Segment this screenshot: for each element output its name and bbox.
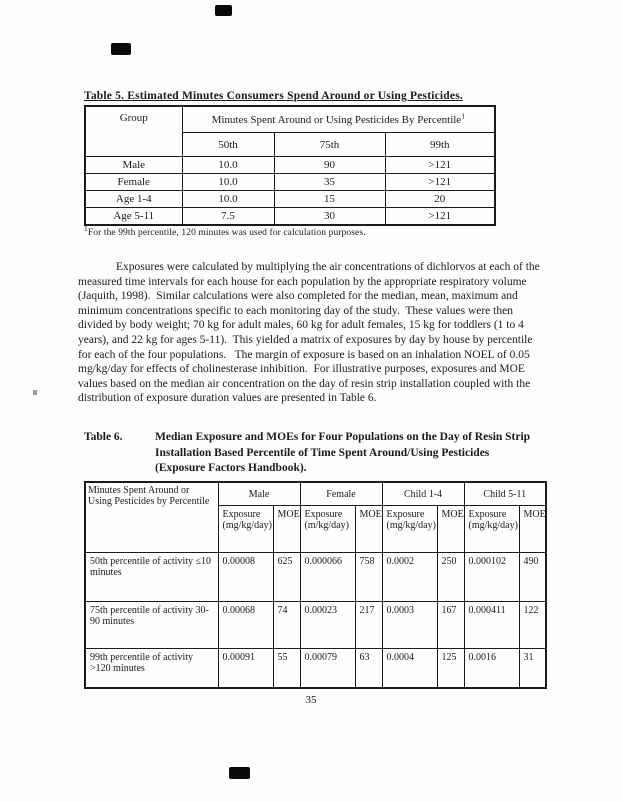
table-cell: >121: [385, 157, 495, 174]
table-cell: 30: [274, 208, 385, 226]
footnote-marker: 1: [84, 223, 88, 233]
scan-artifact-upper-left: [111, 43, 131, 55]
table6-group-male: Male: [218, 482, 300, 506]
table-cell: 20: [385, 191, 495, 208]
table-cell: 15: [274, 191, 385, 208]
table-cell: 35: [274, 174, 385, 191]
table6-exposure-header: [218, 506, 273, 553]
table6-caption-text: [155, 430, 565, 477]
table-cell: 122: [519, 602, 546, 649]
table-cell: 90: [274, 157, 385, 174]
table5-footnote: [84, 223, 366, 238]
table6-group-child5-11: Child 5-11: [464, 482, 546, 506]
table5-title: Table 5. Estimated Minutes Consumers Spend Around or Using Pesticides.: [84, 90, 463, 102]
exposure-unit: (mg/kg/day): [222, 520, 272, 531]
table-cell: 0.000066: [300, 553, 355, 602]
table-cell: 0.0004: [382, 649, 437, 689]
table5-span-header-footnote-marker: 1: [461, 110, 465, 120]
table-cell: 74: [273, 602, 300, 649]
table-cell: 490: [519, 553, 546, 602]
table-cell: 10.0: [182, 174, 274, 191]
exposure-word: Exposure: [468, 509, 507, 520]
table5-col-99th: 99th: [385, 133, 495, 157]
table-row: [85, 649, 546, 689]
table-row: [85, 208, 495, 226]
table-cell: 0.00023: [300, 602, 355, 649]
table-cell: >121: [385, 208, 495, 226]
exposure-word: Exposure: [304, 509, 343, 520]
table6-exposure-header: [300, 506, 355, 553]
table6-caption: [84, 430, 565, 477]
exposure-unit: (mg/kg/day): [468, 520, 518, 531]
table-row-label: 50th percentile of activity ≤10 minutes: [85, 553, 218, 602]
scan-artifact-top: [215, 5, 232, 16]
table6-moe-header: MOE: [437, 506, 464, 553]
table-row-label: 75th percentile of activity 30-90 minutes: [85, 602, 218, 649]
table-cell: 0.0003: [382, 602, 437, 649]
table-cell: >121: [385, 174, 495, 191]
footnote-text: For the 99th percentile, 120 minutes was used for calculation purposes.: [87, 228, 366, 238]
table-6: [84, 481, 547, 689]
scan-speck: [33, 390, 37, 395]
table-row: [85, 191, 495, 208]
table6-row-header: Minutes Spent Around or Using Pesticides by Percentile: [85, 482, 218, 553]
table-cell: 63: [355, 649, 382, 689]
table-cell: 0.000102: [464, 553, 519, 602]
table-cell: 217: [355, 602, 382, 649]
table5-col-50th: 50th: [182, 133, 274, 157]
table-cell: 0.00079: [300, 649, 355, 689]
exposure-unit: (mg/kg/day): [386, 520, 436, 531]
table-cell: Female: [85, 174, 182, 191]
table6-caption-line: (Exposure Factors Handbook).: [155, 462, 307, 475]
table-row: [85, 553, 546, 602]
table-cell: 0.00091: [218, 649, 273, 689]
table-5: [84, 105, 496, 226]
table-cell: 0.00068: [218, 602, 273, 649]
table-row: [85, 602, 546, 649]
exposure-word: Exposure: [386, 509, 425, 520]
scan-artifact-bottom: [229, 767, 250, 779]
table-row-label: 99th percentile of activity >120 minutes: [85, 649, 218, 689]
table-cell: 0.0002: [382, 553, 437, 602]
table5-group-header: Group: [85, 106, 182, 157]
table-cell: 31: [519, 649, 546, 689]
table-cell: 55: [273, 649, 300, 689]
table5-span-header-text: Minutes Spent Around or Using Pesticides By Percentile: [211, 113, 462, 126]
exposure-unit: (m/kg/day): [304, 520, 349, 531]
table5-col-75th: 75th: [274, 133, 385, 157]
table-cell: 0.0016: [464, 649, 519, 689]
table-cell: Age 1-4: [85, 191, 182, 208]
exposure-word: Exposure: [222, 509, 261, 520]
table-cell: 625: [273, 553, 300, 602]
table-cell: 125: [437, 649, 464, 689]
table6-moe-header: MOE: [519, 506, 546, 553]
table6-group-header-row: [85, 482, 546, 506]
body-paragraph: Exposures were calculated by multiplying the air concentrations of dichlorvos at each of the measured time intervals for each house for each population by the appropriate respiratory volume (Jaquith, 1998). Similar calculations were also completed for the median, mean, maximum and minimum concentrations specific to each monitoring day of the study. These values were then divided by body weight; 70 kg for adult males, 60 kg for adult females, 15 kg for toddlers (1 to 4 years), and 22 kg for ages 5-11). This yielded a matrix of exposures by day by house by percentile for each of the four populations. The margin of exposure is based on an inhalation NOEL of 0.05 mg/kg/day for effects of cholinesterase inhibition. For illustrative purposes, exposures and MOE values based on the median air concentration on the day of resin strip installation coupled with the distribution of exposure duration values are presented in Table 6.: [78, 261, 543, 405]
table-cell: 10.0: [182, 157, 274, 174]
table-cell: 10.0: [182, 191, 274, 208]
table6-exposure-header: [464, 506, 519, 553]
table6-caption-line: Median Exposure and MOEs for Four Populations on the Day of Resin Strip: [155, 431, 531, 443]
table5-header-row-1: [85, 106, 495, 133]
table6-moe-header: MOE: [273, 506, 300, 553]
table6-exposure-header: [382, 506, 437, 553]
table6-group-child1-4: Child 1-4: [382, 482, 464, 506]
table-cell: Age 5-11: [85, 208, 182, 226]
table-cell: 167: [437, 602, 464, 649]
table-row: [85, 157, 495, 174]
table-cell: Male: [85, 157, 182, 174]
table6-caption-line: Installation Based Percentile of Time Spent Around/Using Pesticides: [155, 446, 490, 459]
table-cell: 7.5: [182, 208, 274, 226]
table-cell: 758: [355, 553, 382, 602]
table-cell: 250: [437, 553, 464, 602]
table6-moe-header: MOE: [355, 506, 382, 553]
table-row: [85, 174, 495, 191]
table6-group-female: Female: [300, 482, 382, 506]
table6-caption-label: Table 6.: [84, 431, 123, 443]
table5-span-header: [182, 106, 495, 133]
table-cell: 0.00008: [218, 553, 273, 602]
page-number: 35: [305, 694, 317, 706]
table-cell: 0.000411: [464, 602, 519, 649]
